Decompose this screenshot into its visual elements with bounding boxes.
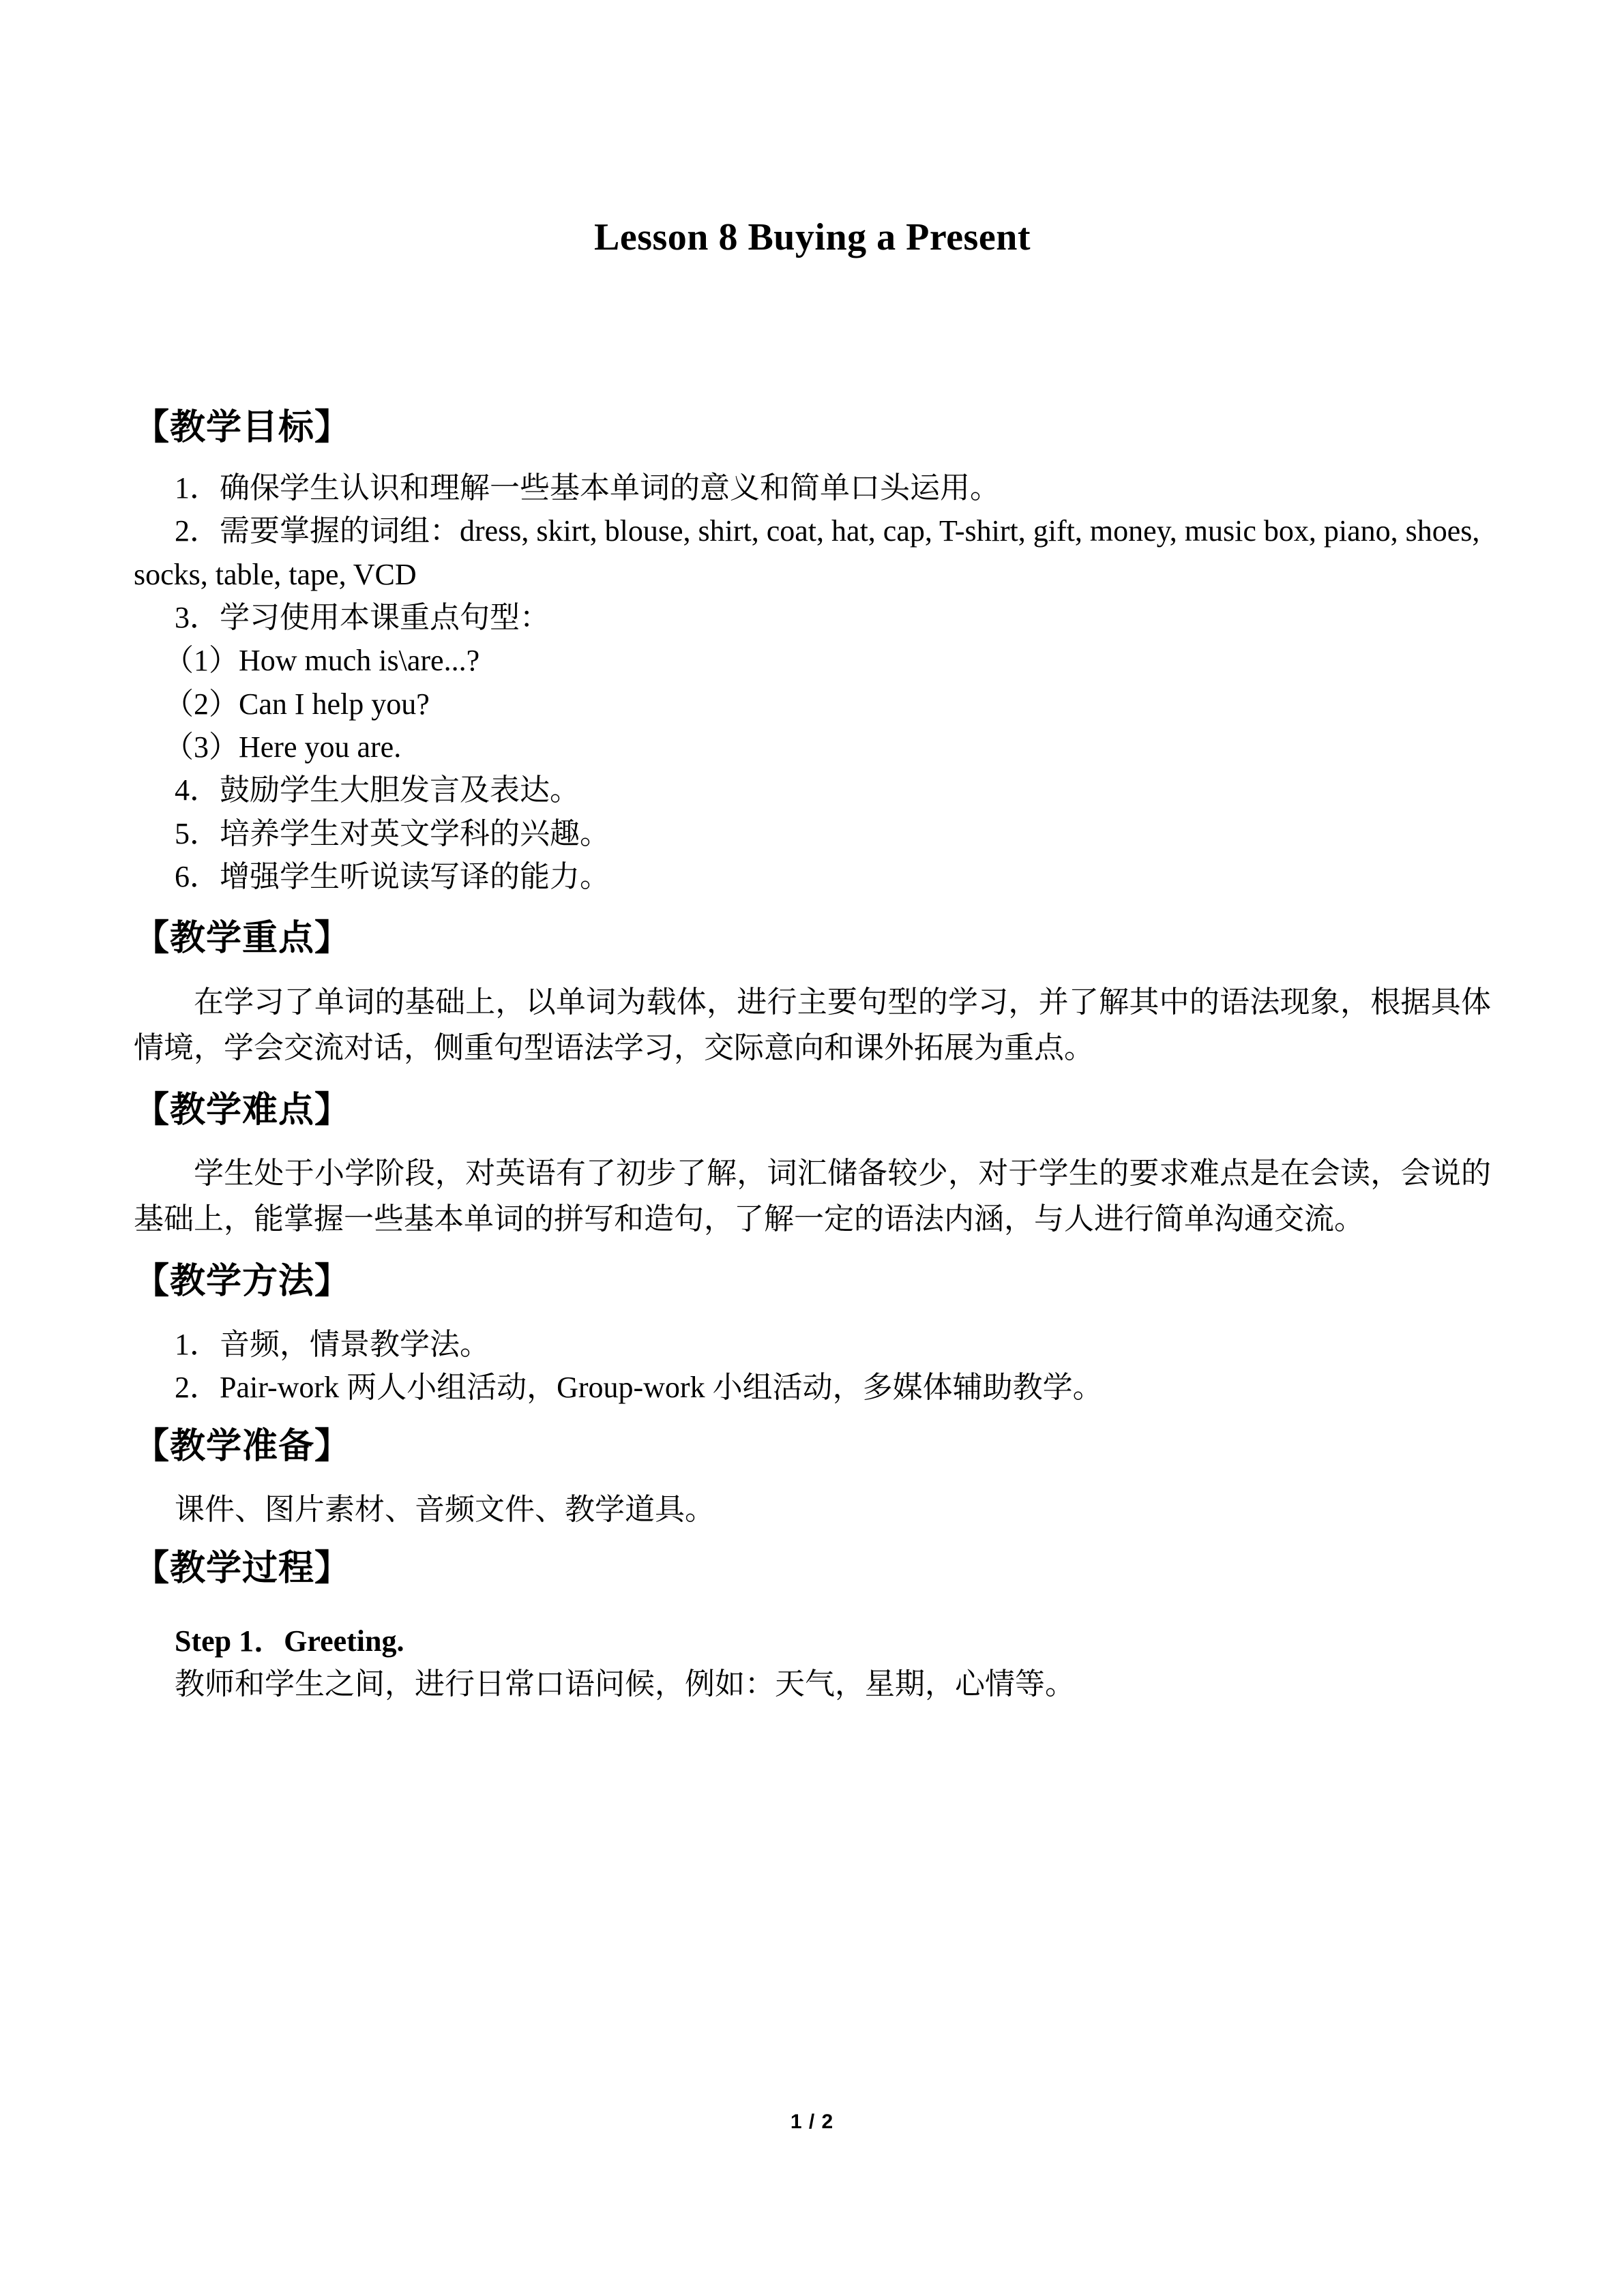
preparation-body: 课件、图片素材、音频文件、教学道具。	[175, 1492, 715, 1526]
goals-item-3-sub-2: （2）Can I help you?	[164, 687, 430, 721]
goals-item-2: 2．需要掌握的词组：dress, skirt, blouse, shirt, coat, hat, cap, T-shirt, gift, money, music box, piano, shoes, socks, table, tape, VCD	[134, 514, 1480, 591]
goals-item-3-sub-1: （1）How much is\are...?	[164, 644, 480, 678]
document-content	[134, 0, 1491, 1706]
goals-item-4: 4．鼓励学生大胆发言及表达。	[175, 773, 580, 807]
methods-item-1: 1．音频，情景教学法。	[175, 1327, 490, 1361]
methods-item-2: 2．Pair-work 两人小组活动，Group-work 小组活动，多媒体辅助教学。	[175, 1371, 1103, 1405]
page-number-footer: 1 / 2	[790, 2111, 834, 2133]
goals-item-5: 5．培养学生对英文学科的兴趣。	[175, 816, 610, 850]
key-points-body: 在学习了单词的基础上，以单词为载体，进行主要句型的学习，并了解其中的语法现象，根据具体情境，学会交流对话，侧重句型语法学习，交际意向和课外拓展为重点。	[134, 985, 1491, 1064]
goals-item-6: 6．增强学生听说读写译的能力。	[175, 860, 610, 894]
process-step-1-label: Step 1．Greeting.	[175, 1624, 404, 1658]
difficulties-body: 学生处于小学阶段，对英语有了初步了解，词汇储备较少，对于学生的要求难点是在会读，会说的基础上，能掌握一些基本单词的拼写和造句，了解一定的语法内涵，与人进行简单沟通交流。	[134, 1157, 1491, 1236]
section-heading-key-points: 【教学重点】	[134, 919, 351, 959]
goals-item-3-sub-3: （3）Here you are.	[164, 730, 402, 764]
page-title: Lesson 8 Buying a Present	[594, 216, 1031, 258]
section-heading-difficulties: 【教学难点】	[134, 1090, 351, 1130]
section-heading-process: 【教学过程】	[134, 1549, 351, 1589]
section-heading-goals: 【教学目标】	[134, 408, 351, 448]
process-step-1-body: 教师和学生之间，进行日常口语问候，例如：天气，星期，心情等。	[175, 1667, 1075, 1701]
section-heading-methods: 【教学方法】	[134, 1262, 351, 1302]
goals-item-3: 3．学习使用本课重点句型：	[175, 600, 550, 634]
section-heading-preparation: 【教学准备】	[134, 1427, 351, 1467]
goals-item-1: 1．确保学生认识和理解一些基本单词的意义和简单口头运用。	[175, 471, 1000, 505]
